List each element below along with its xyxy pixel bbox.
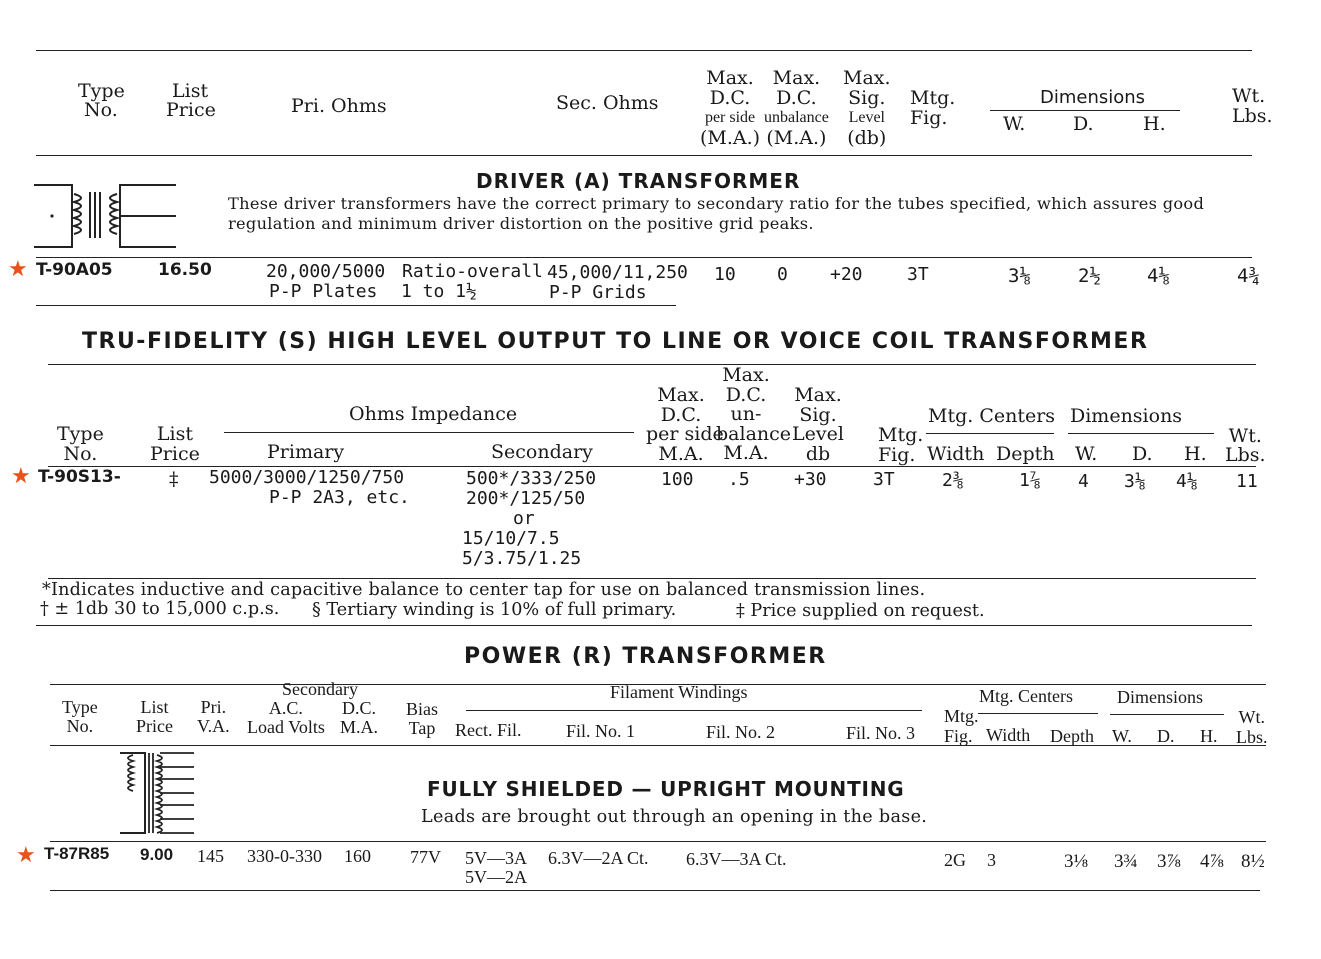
header-dimensions: Dimensions	[1040, 87, 1146, 108]
output-dim-w: 4	[1078, 471, 1089, 492]
power-header-filament-windings: Filament Windings	[610, 682, 748, 702]
power-mtg-fig: 2G	[944, 850, 966, 870]
output-header-list-price: List Price	[150, 423, 200, 465]
output-header-type: Type No.	[57, 423, 104, 465]
driver-wt: 4¾	[1237, 265, 1260, 287]
output-wt: 11	[1236, 471, 1258, 492]
power-header-fil-no-2: Fil. No. 2	[706, 722, 776, 742]
header-sec-ohms: Sec. Ohms	[556, 92, 659, 114]
power-header-bottom-rule	[50, 745, 1266, 746]
power-list-price: 9.00	[140, 845, 174, 864]
power-header-wt: Wt. Lbs.	[1236, 707, 1268, 747]
header-bottom-rule	[36, 155, 1252, 156]
power-header-dim-w: W.	[1112, 726, 1132, 746]
power-header-dc-ma: D.C. M.A.	[340, 698, 379, 737]
driver-max-dc-per-side: 10	[714, 264, 736, 285]
power-header-dimensions: Dimensions	[1117, 687, 1204, 707]
output-list-price: ‡	[169, 468, 179, 490]
power-type-no[interactable]: T-87R85	[44, 844, 110, 863]
power-mtg-centers-rule	[978, 713, 1098, 714]
output-section-title: TRU-FIDELITY (S) HIGH LEVEL OUTPUT TO LINE OR VOICE COIL TRANSFORMER	[82, 329, 1149, 354]
driver-row-top-rule	[36, 257, 1252, 258]
header-type: Type	[78, 80, 125, 102]
power-dim-d: 3⅞	[1157, 851, 1181, 872]
output-max-sig-level: +30	[794, 469, 827, 490]
output-header-max-sig-level: Max. Sig. Level db	[792, 384, 844, 465]
output-title-rule	[48, 364, 1256, 365]
mtg-centers-rule	[926, 433, 1054, 434]
driver-dim-d: 2½	[1078, 265, 1101, 287]
output-depth: 1⅞	[1019, 470, 1041, 491]
driver-max-sig-level: +20	[830, 264, 863, 285]
output-header-ohms-impedance: Ohms Impedance	[349, 403, 518, 425]
power-sub-description: Leads are brought out through an opening in the base.	[421, 807, 928, 827]
header-max-dc-unbalance: Max. D.C. unbalance (M.A.)	[764, 67, 829, 149]
filament-windings-rule	[466, 710, 922, 711]
power-rect-fil-2: 5V—2A	[465, 867, 527, 887]
power-header-pri-va: Pri. V.A.	[197, 697, 230, 736]
power-header-mtg-fig: Mtg. Fig.	[944, 706, 979, 746]
driver-type-no[interactable]: T-90A05	[36, 260, 113, 280]
output-header-max-dc-per-side: Max. D.C. per side M.A.	[646, 384, 724, 465]
star-icon: ★	[11, 464, 31, 489]
power-row-top-rule	[50, 841, 1266, 842]
power-row-bottom-rule	[50, 890, 1260, 891]
output-header-primary: Primary	[267, 441, 345, 463]
transformer-schematic-icon	[32, 180, 182, 252]
power-header-type: Type No.	[62, 697, 98, 736]
output-header-secondary: Secondary	[491, 441, 593, 463]
footnote-1: *Indicates inductive and capacitive balance to center tap for use on balanced transmission lines.	[42, 580, 926, 600]
power-header-depth: Depth	[1050, 726, 1094, 746]
header-list: List	[172, 80, 209, 102]
driver-dim-h: 4⅛	[1147, 265, 1170, 287]
header-no: No.	[84, 99, 118, 121]
power-dc-ma: 160	[344, 846, 371, 866]
power-header-secondary: Secondary	[282, 679, 358, 699]
output-type-no[interactable]: T-90S13-	[38, 467, 121, 487]
power-depth: 3⅛	[1064, 851, 1088, 872]
driver-sec-ohms-1: 45,000/11,250	[547, 262, 688, 283]
output-header-mtg-fig: Mtg. Fig.	[878, 424, 924, 466]
power-header-dim-h: H.	[1200, 726, 1218, 746]
header-pri-ohms: Pri. Ohms	[291, 95, 387, 117]
power-ac-load-volts: 330-0-330	[247, 846, 322, 866]
output-header-dimensions: Dimensions	[1070, 405, 1183, 427]
driver-pri-ohms-2: P-P Plates	[269, 281, 378, 302]
power-rect-fil-1: 5V—3A	[465, 848, 527, 868]
output-secondary-lines: 500*/333/250 200*/125/50 or 15/10/7.5 5/3.75/1.25	[462, 468, 597, 569]
power-wt: 8½	[1241, 851, 1265, 872]
output-dimensions-rule	[1068, 433, 1214, 434]
header-dim-w: W.	[1003, 113, 1026, 135]
power-dim-w: 3¾	[1114, 851, 1138, 872]
power-header-ac-load-volts: A.C. Load Volts	[247, 698, 325, 737]
header-max-dc-per-side: Max. D.C. per side (M.A.)	[700, 67, 761, 149]
star-icon: ★	[8, 257, 28, 282]
output-max-dc-per-side: 100	[661, 469, 694, 490]
driver-description-line2: regulation and minimum driver distortion on the positive grid peaks.	[228, 214, 814, 233]
output-primary-2: P-P 2A3, etc.	[269, 487, 410, 508]
power-header-dim-d: D.	[1157, 726, 1175, 746]
header-price: Price	[166, 99, 216, 121]
driver-mtg-fig: 3T	[907, 264, 929, 285]
driver-ratio-2: 1 to 1½	[401, 281, 477, 302]
driver-sec-ohms-2: P-P Grids	[549, 282, 647, 303]
driver-section-title: DRIVER (A) TRANSFORMER	[476, 169, 801, 193]
driver-list-price: 16.50	[158, 260, 212, 280]
power-header-width: Width	[986, 725, 1031, 745]
output-width: 2⅜	[942, 470, 964, 491]
output-header-depth: Depth	[996, 443, 1055, 465]
power-section-title: POWER (R) TRANSFORMER	[464, 644, 827, 669]
driver-description-line1: These driver transformers have the correct primary to secondary ratio for the tubes specified, which assures good	[228, 194, 1205, 213]
driver-ratio-1: Ratio-overall	[402, 261, 543, 282]
output-dim-d: 3⅛	[1124, 471, 1146, 492]
driver-pri-ohms-1: 20,000/5000	[266, 261, 386, 282]
ohms-impedance-rule	[224, 432, 634, 433]
output-header-max-dc-unbalance: Max. D.C. un- balance M.A.	[716, 364, 792, 464]
output-header-dim-d: D.	[1132, 443, 1153, 465]
power-header-bias-tap: Bias Tap	[406, 699, 439, 738]
power-pri-va: 145	[197, 846, 224, 866]
output-primary-1: 5000/3000/1250/750	[209, 467, 405, 488]
power-transformer-schematic-icon	[100, 747, 200, 839]
star-icon: ★	[16, 843, 36, 868]
output-header-dim-h: H.	[1184, 443, 1207, 465]
output-dim-h: 4⅛	[1176, 471, 1198, 492]
header-wt: Wt. Lbs.	[1232, 85, 1273, 127]
power-bias-tap: 77V	[410, 847, 441, 867]
power-header-fil-no-3: Fil. No. 3	[846, 723, 916, 743]
power-header-list-price: List Price	[136, 697, 173, 736]
output-header-mtg-centers: Mtg. Centers	[928, 405, 1056, 427]
driver-row-bottom-rule	[36, 305, 676, 306]
footnote-bottom-rule	[36, 625, 1252, 626]
power-header-fil-no-1: Fil. No. 1	[566, 721, 636, 741]
footnote-2c: ‡ Price supplied on request.	[736, 601, 985, 621]
power-dim-h: 4⅞	[1200, 851, 1224, 872]
power-width: 3	[987, 850, 996, 870]
power-fil-no-1: 6.3V—2A Ct.	[548, 848, 649, 868]
driver-dim-w: 3⅛	[1008, 265, 1031, 287]
power-fil-no-2: 6.3V—3A Ct.	[686, 849, 787, 869]
power-header-rect-fil: Rect. Fil.	[455, 720, 522, 740]
dimensions-rule	[990, 110, 1180, 111]
header-dim-d: D.	[1073, 113, 1094, 135]
driver-max-dc-unbalance: 0	[777, 264, 788, 285]
output-header-dim-w: W.	[1075, 443, 1098, 465]
output-header-width: Width	[927, 443, 985, 465]
power-header-mtg-centers: Mtg. Centers	[979, 686, 1073, 706]
header-max-sig-level: Max. Sig. Level (db)	[843, 67, 891, 149]
power-subtitle: FULLY SHIELDED — UPRIGHT MOUNTING	[427, 777, 905, 801]
output-mtg-fig: 3T	[873, 469, 895, 490]
footnote-2b: § Tertiary winding is 10% of full primary.	[312, 600, 677, 620]
top-rule	[36, 50, 1252, 51]
header-mtg-fig: Mtg. Fig.	[910, 87, 956, 129]
footnote-2a: † ± 1db 30 to 15,000 c.p.s.	[40, 599, 280, 619]
output-header-wt: Wt. Lbs.	[1225, 425, 1266, 466]
power-dimensions-rule	[1110, 714, 1224, 715]
footnote-top-rule	[48, 578, 1256, 579]
output-max-dc-unbalance: .5	[728, 469, 750, 490]
header-dim-h: H.	[1143, 113, 1166, 135]
